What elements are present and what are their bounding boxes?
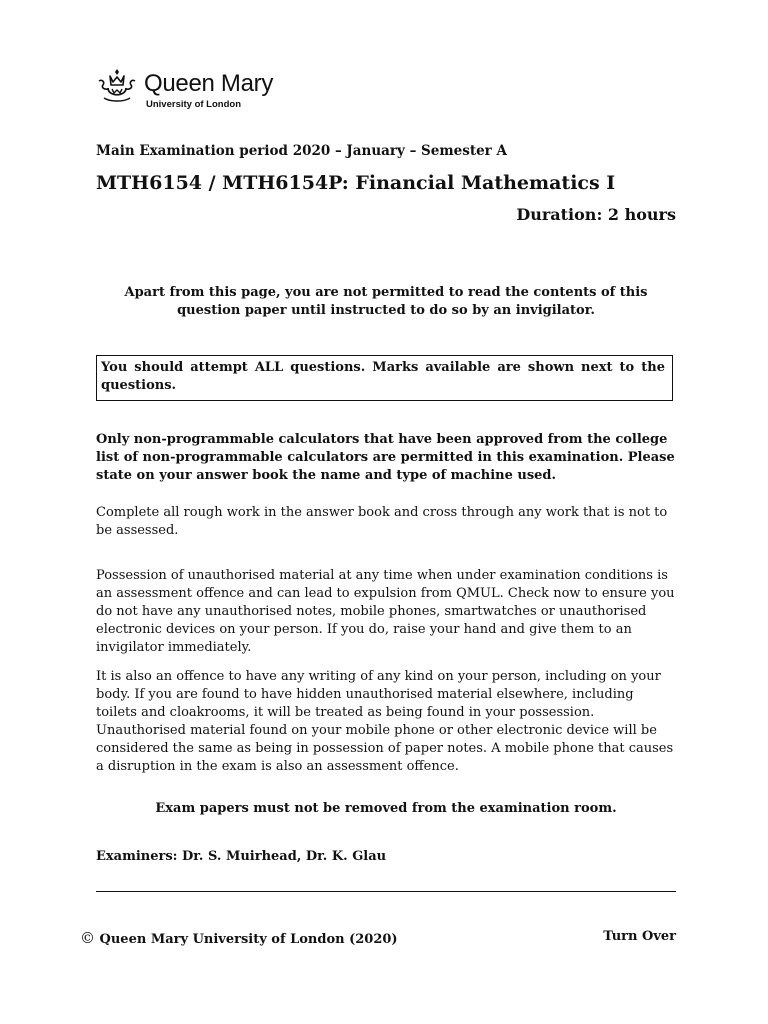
rough-work-instruction: Complete all rough work in the answer book and cross through any work that is not to be assessed. xyxy=(96,505,668,538)
crown-crest-icon xyxy=(96,68,138,104)
footer-divider xyxy=(96,891,676,892)
copyright-text: Queen Mary University of London (2020) xyxy=(99,932,398,947)
logo-subtitle: University of London xyxy=(146,99,241,110)
course-title: MTH6154 / MTH6154P: Financial Mathematics I xyxy=(96,172,616,194)
calculator-policy: Only non-programmable calculators that have been approved from the college list of non-programmable calculators are permitted in this examination. Please state on your answer book the name and type of machine used. xyxy=(96,432,675,483)
removal-notice: Exam papers must not be removed from the examination room. xyxy=(155,801,617,816)
turn-over-label: Turn Over xyxy=(603,929,676,944)
university-logo xyxy=(96,66,276,112)
read-notice: Apart from this page, you are not permitted to read the contents of this question paper until instructed to do so by an invigilator. xyxy=(124,285,648,318)
attempt-all-notice-box: You should attempt ALL questions. Marks available are shown next to the questions. xyxy=(96,355,673,401)
copyright-notice xyxy=(80,929,398,947)
copyright-symbol: © xyxy=(80,929,95,947)
logo-name: Queen Mary xyxy=(144,70,274,97)
examiners: Examiners: Dr. S. Muirhead, Dr. K. Glau xyxy=(96,849,387,864)
exam-period: Main Examination period 2020 – January – Semester A xyxy=(96,143,507,159)
unauthorised-material-notice: Possession of unauthorised material at any time when under examination conditions is an assessment offence and can lead to expulsion from QMUL. Check now to ensure you do not have any unauthorised notes, mobile phones, smartwatches or unauthorised electronic devices on your person. If you do, raise your hand and give them to an invigilator immediately. xyxy=(96,568,675,655)
offence-notice: It is also an offence to have any writing of any kind on your person, including on your body. If you are found to have hidden unauthorised material elsewhere, including toilets and cloakrooms, it will be treated as being found in your possession. Unauthorised material found on your mobile phone or other electronic device will be considered the same as being in possession of paper notes. A mobile phone that causes a disruption in the exam is also an assessment offence. xyxy=(96,669,674,774)
exam-duration: Duration: 2 hours xyxy=(516,205,676,224)
